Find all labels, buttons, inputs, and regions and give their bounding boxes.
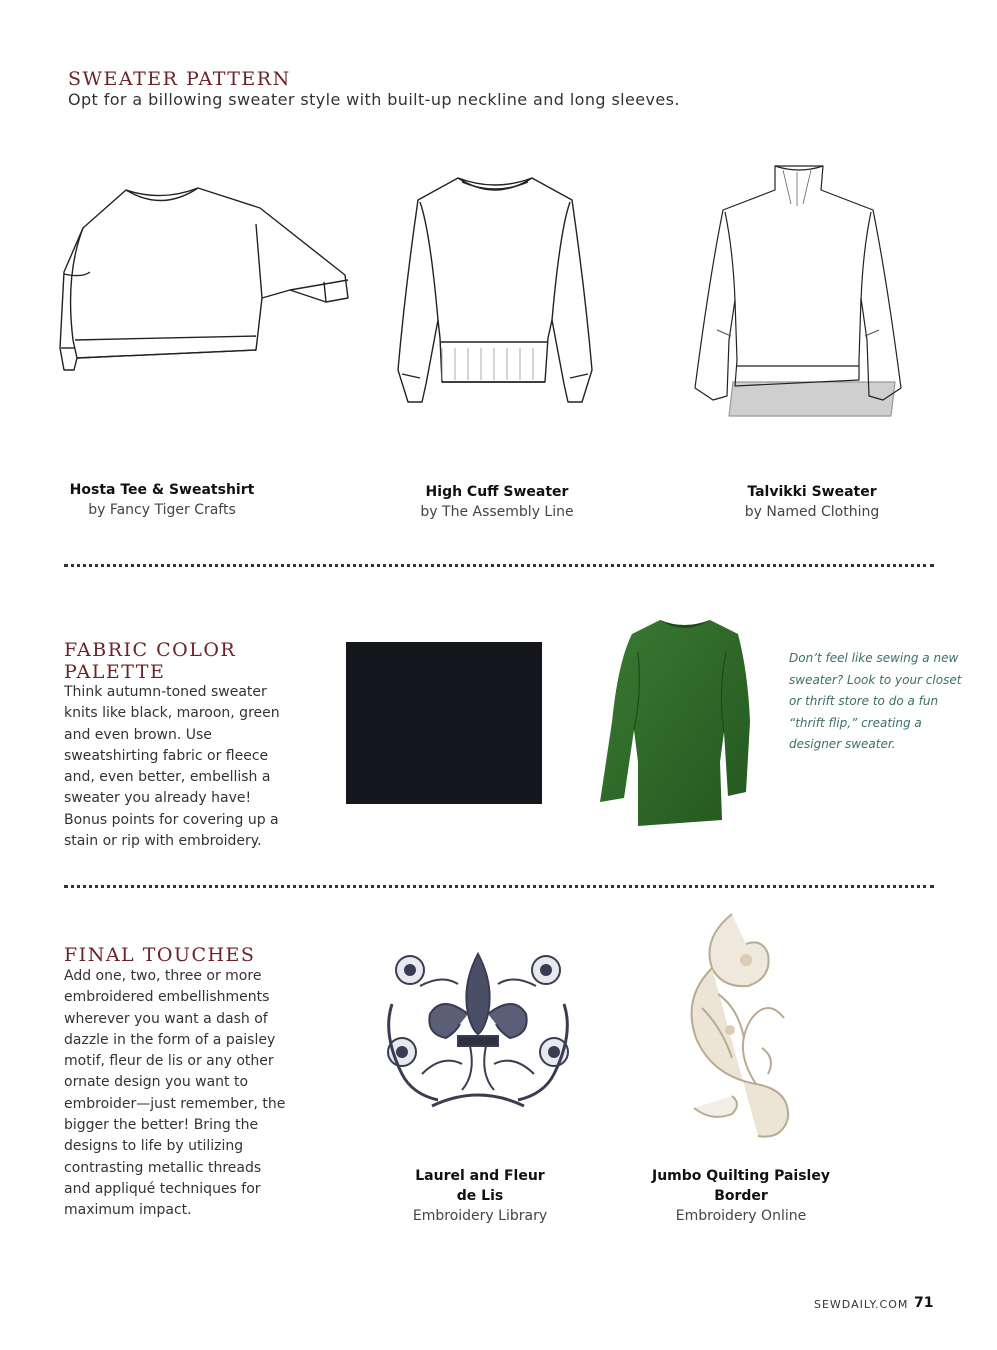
drop-shoulder-sweater-sketch-icon [30,180,360,390]
crewneck-sweater-sketch-icon [380,170,610,410]
pattern-maker-high-cuff: by The Assembly Line [420,504,574,520]
title-line: FABRIC COLOR [64,639,237,661]
design-name-line: de Lis [456,1188,504,1204]
design-name-fleur [358,1166,602,1206]
section-subtitle: Opt for a billowing sweater style with built-up neckline and long sleeves. [68,90,680,109]
design-name-line: Jumbo Quilting Paisley [652,1168,830,1184]
green-sweater-photo-icon [598,612,768,827]
section-title-fabric-palette [64,639,236,683]
thrift-flip-callout: Don’t feel like sewing a new sweater? Look to your closet or thrift store to do a fun “thrift flip,” creating a designer sweater. [789,651,962,751]
pattern-maker-hosta: by Fancy Tiger Crafts [88,502,236,518]
paisley-embroidery-icon [672,908,800,1144]
fabric-palette-body: Think autumn-toned sweater knits like black, maroon, green and even brown. Use sweatshirting fabric or fleece and, even better, embellish a sweater you already have! Bonus points for covering up a stain or rip with embroidery. [64,684,280,850]
design-name-paisley [619,1166,863,1206]
title-line: PALETTE [64,661,166,683]
fleur-de-lis-embroidery-icon [372,934,584,1116]
design-name-line: Border [714,1188,768,1204]
footer-site: SEWDAILY.COM [814,1298,909,1311]
pattern-name-high-cuff: High Cuff Sweater [425,484,569,500]
final-touches-body: Add one, two, three or more embroidered embellishments wherever you want a dash of dazzle in the form of a paisley motif, fleur de lis or any other ornate design you want to embroider—just remember, the bigger the better! Bring the designs to life by utilizing contrasting metallic threads and appliqué techniques for maximum impact. [64,968,286,1219]
pattern-maker-talvikki: by Named Clothing [744,504,880,520]
black-fabric-swatch [346,642,542,804]
funnel-neck-sweater-sketch-icon [665,160,965,425]
section-title-sweater-pattern: SWEATER PATTERN [68,68,291,90]
page-number: 71 [914,1295,934,1311]
dotted-divider [64,564,934,567]
dotted-divider [64,885,934,888]
section-title-final-touches: FINAL TOUCHES [64,944,256,966]
design-source-paisley: Embroidery Online [675,1208,807,1224]
pattern-name-hosta: Hosta Tee & Sweatshirt [69,482,255,498]
design-name-line: Laurel and Fleur [415,1168,545,1184]
pattern-name-talvikki: Talvikki Sweater [747,484,877,500]
design-source-fleur: Embroidery Library [412,1208,548,1224]
